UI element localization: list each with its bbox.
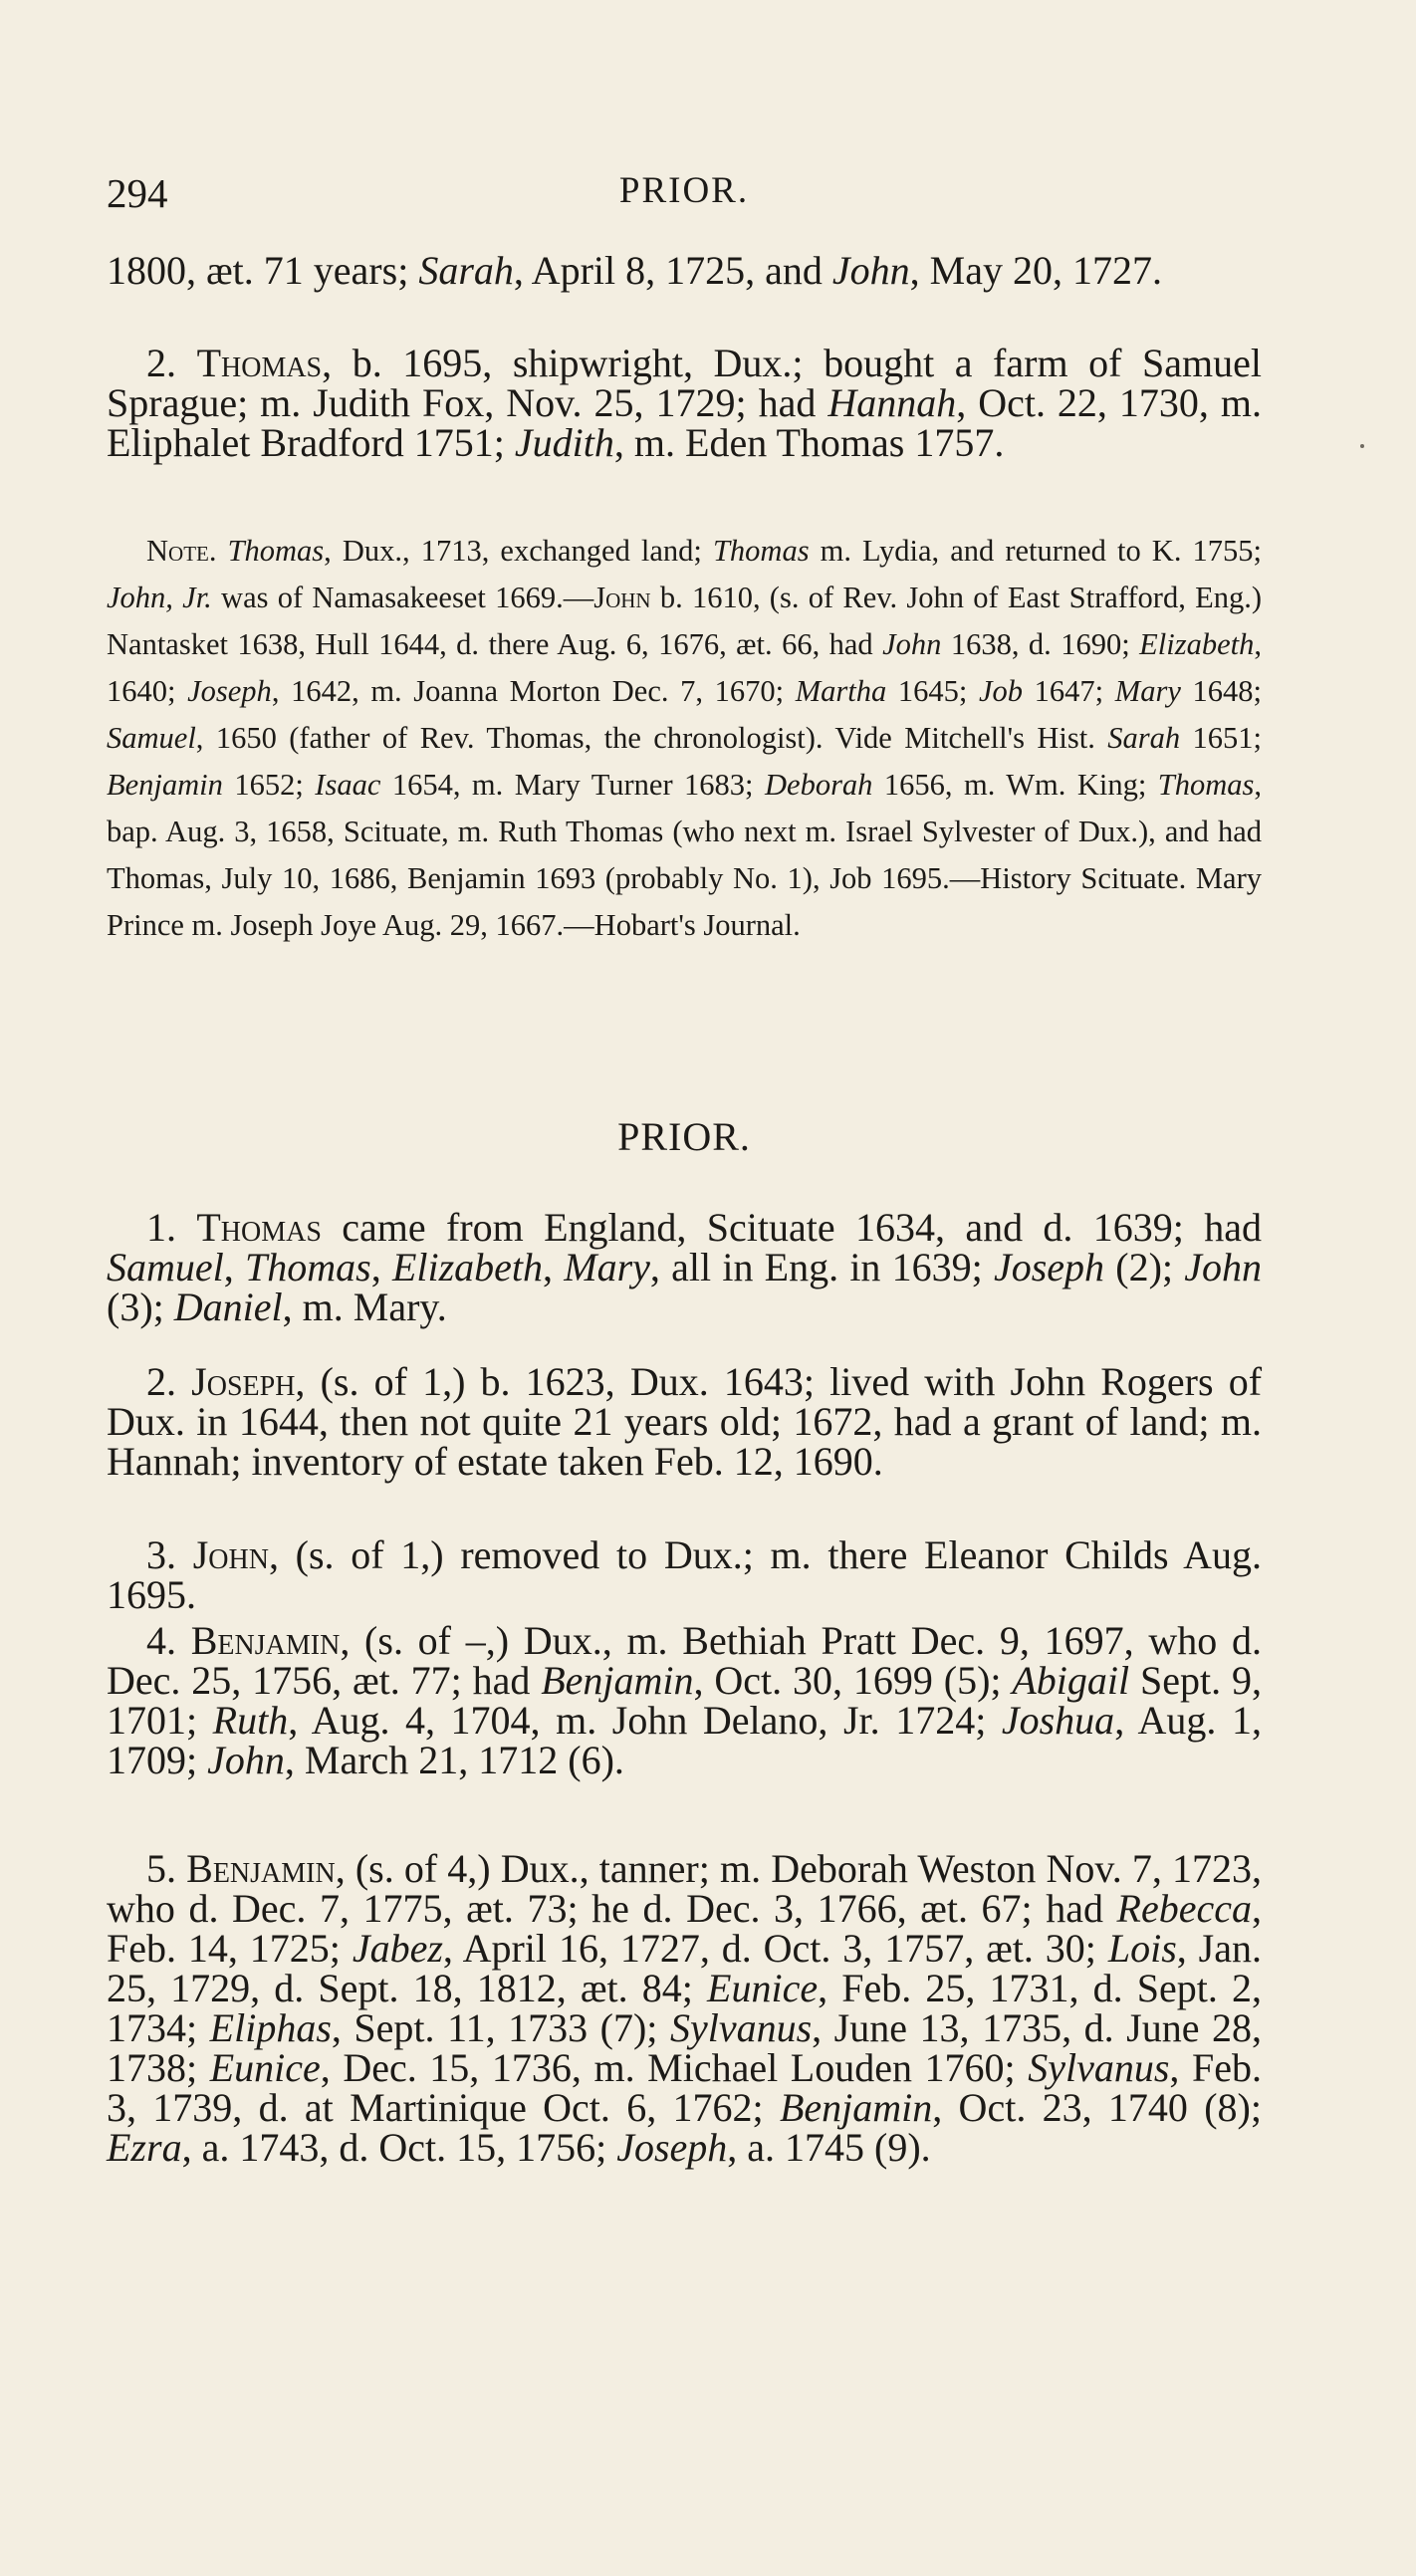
genealogy-entry: 5. Benjamin, (s. of 4,) Dux., tanner; m. Deborah Weston Nov. 7, 1723, who d. Dec. 7, 1775, æt. 73; he d. Dec. 3, 1766, æt. 67; had Rebecca, Feb. 14, 1725; Jabez, April 16, 1727, d. Oct. 3, 1757, æt. 30; Lois, Jan. 25, 1729, d. Sept. 18, 1812, æt. 84; Eunice, Feb. 25, 1731, d. Sept. 2, 1734; Eliphas, Sept. 11, 1733 (7); Sylvanus, June 13, 1735, d. June 28, 1738; Eunice, Dec. 15, 1736, m. Michael Louden 1760; Sylvanus, Feb. 3, 1739, d. at Martinique Oct. 6, 1762; Benjamin, Oct. 23, 1740 (8); Ezra, a. 1743, d. Oct. 15, 1756; Joseph, a. 1745 (9). (107, 1846, 1262, 2170)
running-head: PRIOR. (618, 170, 750, 211)
continuation-paragraph: 1800, æt. 71 years; Sarah, April 8, 1725, and John, May 20, 1727. (107, 248, 1162, 293)
genealogy-entry: 2. Joseph, (s. of 1,) b. 1623, Dux. 1643; lived with John Rogers of Dux. in 1644, then not quite 21 years old; 1672, had a grant of land; m. Hannah; inventory of estate taken Feb. 12, 1690. (107, 1359, 1263, 1484)
page-header (107, 169, 1262, 223)
note-paragraph: Note. Thomas, Dux., 1713, exchanged land; Thomas m. Lydia, and returned to K. 1755; John, Jr. was of Namasakeeset 1669.—John b. 1610, (s. of Rev. John of East Strafford, Eng.) Nantasket 1638, Hull 1644, d. there Aug. 6, 1676, æt. 66, had John 1638, d. 1690; Elizabeth, 1640; Joseph, 1642, m. Joanna Morton Dec. 7, 1670; Martha 1645; Job 1647; Mary 1648; Samuel, 1650 (father of Rev. Thomas, the chronologist). Vide Mitchell's Hist. Sarah 1651; Benjamin 1652; Isaac 1654, m. Mary Turner 1683; Deborah 1656, m. Wm. King; Thomas, bap. Aug. 3, 1658, Scituate, m. Ruth Thomas (who next m. Israel Sylvester of Dux.), and had Thomas, July 10, 1686, Benjamin 1693 (probably No. 1), Job 1695.—History Scituate. Mary Prince m. Joseph Joye Aug. 29, 1667.—Hobart's Journal. (107, 534, 1262, 942)
genealogy-entry: 3. John, (s. of 1,) removed to Dux.; m. there Eleanor Childs Aug. 1695. (107, 1532, 1262, 1617)
genealogy-entry: 4. Benjamin, (s. of –,) Dux., m. Bethiah Pratt Dec. 9, 1697, who d. Dec. 25, 1756, æt. 77; had Benjamin, Oct. 30, 1699 (5); Abigail Sept. 9, 1701; Ruth, Aug. 4, 1704, m. John Delano, Jr. 1724; Joshua, Aug. 1, 1709; John, March 21, 1712 (6). (107, 1618, 1262, 1782)
section-title: PRIOR. (617, 1114, 751, 1159)
page-number: 294 (107, 170, 168, 216)
genealogy-entry: 1. Thomas came from England, Scituate 1634, and d. 1639; had Samuel, Thomas, Elizabeth, Mary, all in Eng. in 1639; Joseph (2); John (3); Daniel, m. Mary. (107, 1205, 1263, 1329)
paper-speck (1360, 444, 1364, 448)
thomas-entry-paragraph: 2. Thomas, b. 1695, shipwright, Dux.; bought a farm of Samuel Sprague; m. Judith Fox, Nov. 25, 1729; had Hannah, Oct. 22, 1730, m. Eliphalet Bradford 1751; Judith, m. Eden Thomas 1757. (107, 341, 1262, 465)
